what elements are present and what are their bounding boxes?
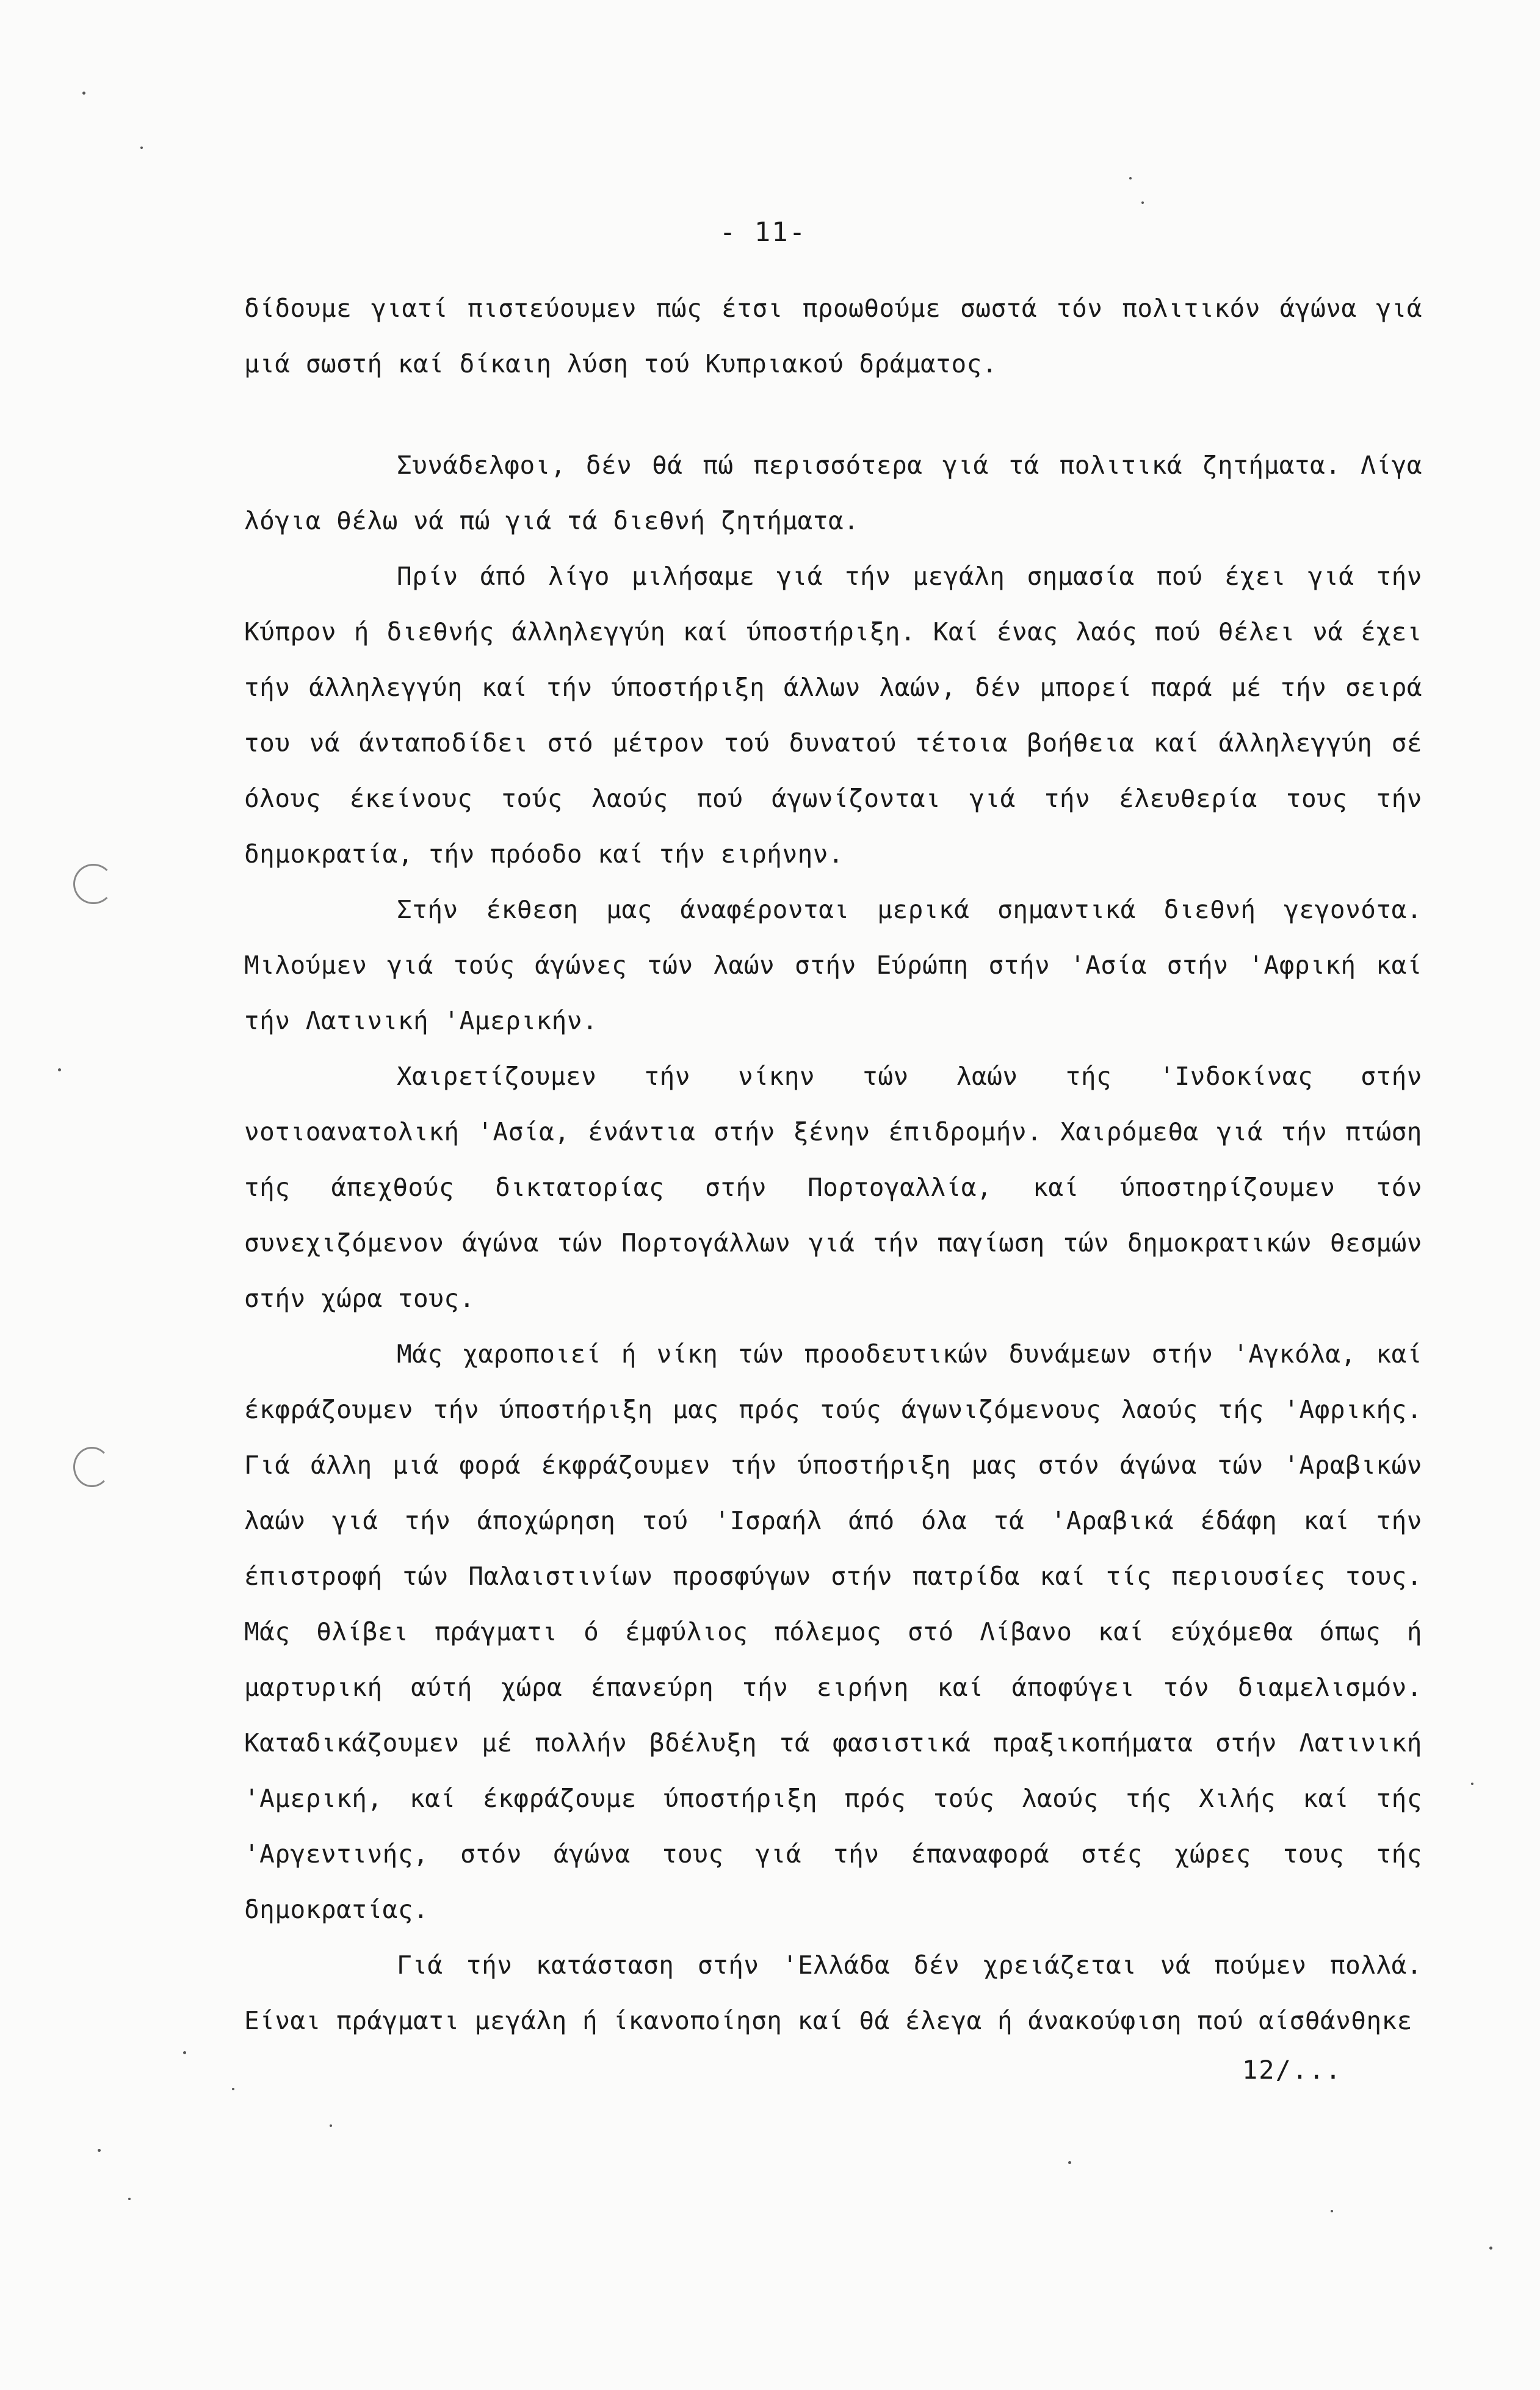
scan-speck	[1141, 201, 1144, 204]
scan-speck	[183, 2051, 186, 2054]
scan-speck	[1068, 2161, 1071, 2164]
scan-speck	[1471, 1783, 1473, 1785]
page-number: - 11-	[719, 217, 807, 248]
punch-hole-mark	[73, 1447, 110, 1487]
scan-speck	[330, 2124, 332, 2127]
paragraph-6: Μάς χαροποιεί ή νίκη τών προοδευτικών δυνάμεων στήν 'Αγκόλα, καί έκφράζουμεν τήν ύποστήριξη μας πρός τούς άγωνιζόμενους λαούς τής 'Αφρικής. Γιά άλλη μιά φορά έκφράζουμεν τήν ύποστήριξη μας στόν άγώνα τών 'Αραβικών λαών γιά τήν άποχώρηση τού 'Ισραήλ άπό όλα τά 'Αραβικά έδάφη καί τήν έπιστροφή τών Παλαιστινίων προσφύγων στήν πατρίδα καί τίς περιουσίες τους. Μάς θλίβει πράγματι ό έμφύλιος πόλεμος στό Λίβανο καί εύχόμεθα όπως ή μαρτυρική αύτή χώρα έπανεύρη τήν ειρήνη καί άποφύγει τόν διαμελισμόν. Καταδικάζουμεν μέ πολλήν βδέλυξη τά φασιστικά πραξικοπήματα στήν Λατινική 'Αμερική, καί έκφράζουμε ύποστήριξη πρός τούς λαούς τής Χιλής καί τής 'Αργεντινής, στόν άγώνα τους γιά τήν έπαναφορά στές χώρες τους τής δημοκρατίας.	[244, 1339, 1422, 1924]
scan-speck	[82, 92, 85, 95]
paragraph-4: Στήν έκθεση μας άναφέρονται μερικά σημαντικά διεθνή γεγονότα. Μιλούμεν γιά τούς άγώνες τών λαών στήν Εύρώπη στήν 'Ασία στήν 'Αφρική καί τήν Λατινική 'Αμερικήν.	[244, 895, 1422, 1035]
scan-speck	[1129, 177, 1132, 179]
scan-speck	[232, 2088, 234, 2090]
document-body	[244, 281, 1422, 2049]
punch-hole-mark	[73, 864, 114, 904]
paragraph-3: Πρίν άπό λίγο μιλήσαμε γιά τήν μεγάλη σημασία πού έχει γιά τήν Κύπρον ή διεθνής άλληλεγγύη καί ύποστήριξη. Καί ένας λαός πού θέλει νά έχει τήν άλληλεγγύη καί τήν ύποστήριξη άλλων λαών, δέν μπορεί παρά μέ τήν σειρά του νά άνταποδίδει στό μέτρον τού δυνατού τέτοια βοήθεια καί άλληλεγγύη σέ όλους έκείνους τούς λαούς πού άγωνίζονται γιά τήν έλευθερία τους τήν δημοκρατία, τήν πρόοδο καί τήν ειρήνην.	[244, 562, 1422, 869]
scan-speck	[58, 1068, 61, 1071]
continuation-marker: 12/...	[1242, 2055, 1342, 2085]
scan-speck	[1331, 2210, 1333, 2212]
paragraph-5: Χαιρετίζουμεν τήν νίκην τών λαών τής 'Ινδοκίνας στήν νοτιοανατολική 'Ασία, ένάντια στήν ξένην έπιδρομήν. Χαιρόμεθα γιά τήν πτώση τής άπεχθούς δικτατορίας στήν Πορτογαλλία, καί ύποστηρίζουμεν τόν συνεχιζόμενον άγώνα τών Πορτογάλλων γιά τήν παγίωση τών δημοκρατικών θεσμών στήν χώρα τους.	[244, 1062, 1422, 1313]
scan-speck	[1489, 2247, 1492, 2250]
paragraph-7: Γιά τήν κατάσταση στήν 'Ελλάδα δέν χρειάζεται νά πούμεν πολλά. Είναι πράγματι μεγάλη ή ίκανοποίηση καί θά έλεγα ή άνακούφιση πού αίσθάνθηκε	[244, 1950, 1422, 2035]
scan-speck	[128, 2198, 131, 2200]
scan-speck	[98, 2149, 101, 2152]
paragraph-2: Συνάδελφοι, δέν θά πώ περισσότερα γιά τά πολιτικά ζητήματα. Λίγα λόγια θέλω νά πώ γιά τά διεθνή ζητήματα.	[244, 451, 1422, 535]
paragraph-1: δίδουμε γιατί πιστεύουμεν πώς έτσι προωθούμε σωστά τόν πολιτικόν άγώνα γιά μιά σωστή καί δίκαιη λύση τού Κυπριακού δράματος.	[244, 294, 1422, 378]
scan-speck	[140, 147, 143, 149]
